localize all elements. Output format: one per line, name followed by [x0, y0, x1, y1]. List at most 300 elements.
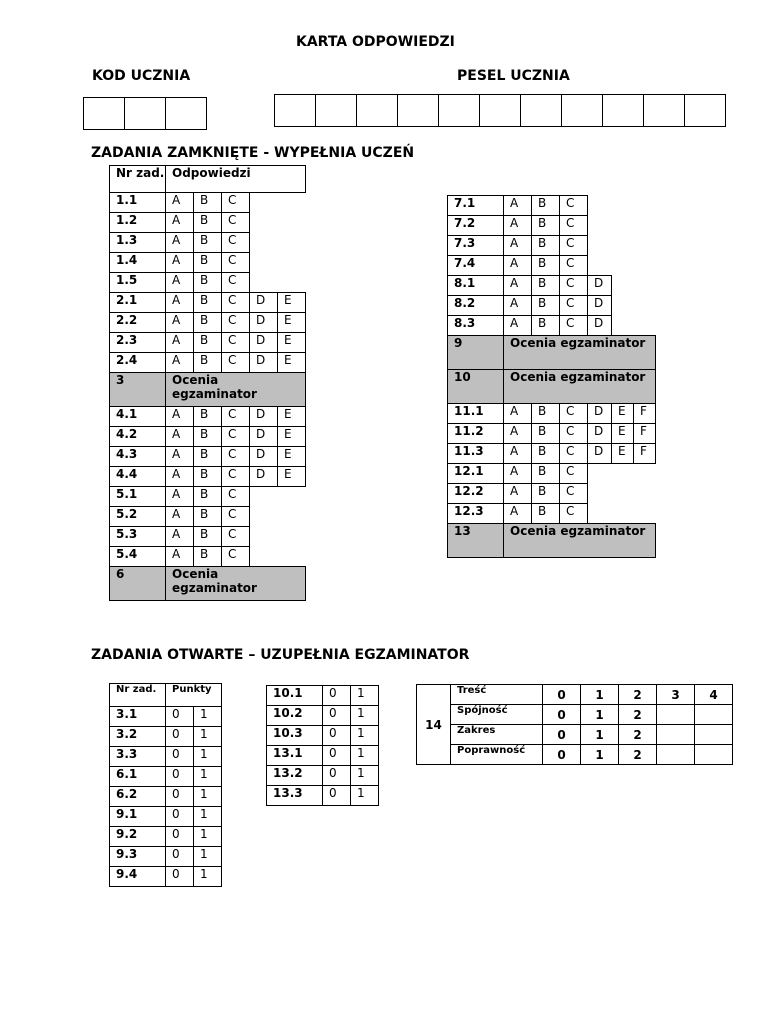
answer-option[interactable]: C	[222, 293, 250, 313]
answer-option[interactable]: A	[166, 467, 194, 487]
empty-cell	[657, 725, 695, 745]
points-row	[267, 746, 379, 766]
task-number: 9.4	[110, 867, 166, 887]
examiner-note: Ocenia egzaminator	[504, 524, 656, 558]
answer-option[interactable]: B	[532, 316, 560, 336]
points-table	[266, 685, 379, 806]
answer-option[interactable]: C	[222, 527, 250, 547]
answer-table	[109, 165, 306, 601]
empty-cell	[250, 547, 306, 567]
answer-row	[110, 273, 306, 293]
pesel-boxes[interactable]	[275, 94, 726, 127]
empty-cell	[250, 487, 306, 507]
examiner-row	[448, 524, 656, 558]
pesel-box[interactable]	[561, 94, 603, 127]
examiner-row	[110, 373, 306, 407]
answer-option[interactable]: B	[194, 547, 222, 567]
answer-option[interactable]: B	[194, 407, 222, 427]
kod-label: KOD UCZNIA	[92, 68, 191, 84]
answer-row	[110, 427, 306, 447]
answer-option[interactable]: A	[166, 293, 194, 313]
task-number: 10.1	[267, 686, 323, 706]
examiner-note: Ocenia egzaminator	[504, 370, 656, 404]
score-option[interactable]: 1	[581, 705, 619, 725]
task-number: 12.1	[448, 464, 504, 484]
score-option[interactable]: 1	[351, 686, 379, 706]
pesel-box[interactable]	[684, 94, 726, 127]
answer-option[interactable]: C	[560, 256, 588, 276]
answer-option[interactable]: C	[560, 216, 588, 236]
answer-option[interactable]: D	[250, 467, 278, 487]
answer-row	[448, 484, 656, 504]
task-number: 3.3	[110, 747, 166, 767]
task-number: 1.4	[110, 253, 166, 273]
score-option[interactable]: 0	[166, 767, 194, 787]
answer-option[interactable]: E	[278, 467, 306, 487]
empty-cell	[695, 705, 733, 725]
answer-option[interactable]: B	[532, 276, 560, 296]
answer-option[interactable]: E	[278, 407, 306, 427]
answer-option[interactable]: E	[278, 447, 306, 467]
pesel-box[interactable]	[356, 94, 398, 127]
points-row	[110, 807, 222, 827]
answer-option[interactable]: C	[560, 236, 588, 256]
empty-cell	[695, 725, 733, 745]
answer-option[interactable]: A	[504, 444, 532, 464]
header-nr: Nr zad.	[110, 166, 166, 193]
pesel-box[interactable]	[274, 94, 316, 127]
task-number: 11.3	[448, 444, 504, 464]
points-row	[267, 766, 379, 786]
answer-option[interactable]: E	[278, 293, 306, 313]
answer-row	[448, 444, 656, 464]
score-option[interactable]: 0	[166, 867, 194, 887]
criterion-row	[417, 725, 733, 745]
answer-option[interactable]: C	[222, 427, 250, 447]
score-option[interactable]: 0	[166, 707, 194, 727]
answer-option[interactable]: E	[612, 424, 634, 444]
answer-table	[447, 195, 656, 558]
answer-option[interactable]: A	[504, 424, 532, 444]
examiner-row	[448, 336, 656, 370]
score-option[interactable]: 0	[166, 807, 194, 827]
answer-row	[110, 293, 306, 313]
answer-option[interactable]: A	[504, 296, 532, 316]
task-number: 7.2	[448, 216, 504, 236]
answer-option[interactable]: A	[166, 527, 194, 547]
score-option[interactable]: 1	[351, 746, 379, 766]
answer-option[interactable]: B	[194, 193, 222, 213]
answer-option[interactable]: E	[278, 427, 306, 447]
task-number: 1.1	[110, 193, 166, 213]
answer-row	[448, 504, 656, 524]
answer-option[interactable]: B	[194, 507, 222, 527]
answer-option[interactable]: C	[222, 253, 250, 273]
answer-option[interactable]: A	[166, 447, 194, 467]
criterion-label: Treść	[451, 685, 543, 705]
answer-option[interactable]: D	[250, 427, 278, 447]
answer-row	[110, 313, 306, 333]
task-number: 1.5	[110, 273, 166, 293]
answer-option[interactable]: A	[166, 487, 194, 507]
points-row	[110, 787, 222, 807]
answer-option[interactable]: A	[504, 464, 532, 484]
table-header	[110, 684, 222, 707]
score-option[interactable]: 1	[351, 726, 379, 746]
score-option[interactable]: 1	[194, 747, 222, 767]
answer-option[interactable]: E	[278, 313, 306, 333]
answer-option[interactable]: C	[222, 467, 250, 487]
answer-option[interactable]: A	[166, 313, 194, 333]
answer-option[interactable]: B	[194, 527, 222, 547]
answer-option[interactable]: A	[504, 316, 532, 336]
score-option[interactable]: 3	[657, 685, 695, 705]
answer-option[interactable]: B	[194, 213, 222, 233]
score-option[interactable]: 2	[619, 685, 657, 705]
points-row	[110, 727, 222, 747]
empty-cell	[588, 196, 656, 216]
answer-option[interactable]: D	[250, 293, 278, 313]
answer-option[interactable]: B	[194, 427, 222, 447]
answer-option[interactable]: B	[532, 256, 560, 276]
points-table	[109, 683, 222, 887]
answer-option[interactable]: D	[250, 447, 278, 467]
task-number: 13	[448, 524, 504, 558]
answer-option[interactable]: E	[278, 333, 306, 353]
pesel-label: PESEL UCZNIA	[457, 68, 570, 84]
answer-option[interactable]: B	[194, 467, 222, 487]
answer-option[interactable]: C	[560, 196, 588, 216]
pesel-box[interactable]	[602, 94, 644, 127]
task-number: 1.3	[110, 233, 166, 253]
answer-option[interactable]: B	[194, 293, 222, 313]
task-number: 3.1	[110, 707, 166, 727]
table-header	[110, 166, 306, 193]
task-number: 2.4	[110, 353, 166, 373]
task-number: 2.3	[110, 333, 166, 353]
empty-cell	[612, 296, 656, 316]
task-number: 14	[417, 685, 451, 765]
score-option[interactable]: 0	[323, 726, 351, 746]
pesel-box[interactable]	[643, 94, 685, 127]
task-number: 9	[448, 336, 504, 370]
score-option[interactable]: 1	[194, 847, 222, 867]
answer-option[interactable]: A	[166, 333, 194, 353]
points-row	[267, 706, 379, 726]
score-option[interactable]: 2	[619, 705, 657, 725]
examiner-note: Ocenia egzaminator	[504, 336, 656, 370]
empty-cell	[588, 484, 656, 504]
answer-option[interactable]: C	[222, 213, 250, 233]
empty-cell	[588, 256, 656, 276]
answer-option[interactable]: C	[222, 193, 250, 213]
points-row	[110, 707, 222, 727]
task-number: 3	[110, 373, 166, 407]
answer-option[interactable]: C	[560, 484, 588, 504]
task-number: 6	[110, 567, 166, 601]
answer-option[interactable]: B	[532, 296, 560, 316]
empty-cell	[612, 316, 656, 336]
pesel-box[interactable]	[520, 94, 562, 127]
answer-option[interactable]: D	[588, 276, 612, 296]
answer-option[interactable]: C	[222, 353, 250, 373]
task-number: 9.2	[110, 827, 166, 847]
score-option[interactable]: 1	[194, 707, 222, 727]
empty-cell	[657, 705, 695, 725]
answer-option[interactable]: E	[278, 353, 306, 373]
answer-option[interactable]: D	[250, 353, 278, 373]
empty-cell	[588, 236, 656, 256]
score-option[interactable]: 0	[323, 786, 351, 806]
task-number: 3.2	[110, 727, 166, 747]
kod-box[interactable]	[165, 97, 207, 130]
score-option[interactable]: 1	[194, 827, 222, 847]
task-number: 2.1	[110, 293, 166, 313]
answer-option[interactable]: F	[634, 424, 656, 444]
empty-cell	[612, 276, 656, 296]
empty-cell	[250, 253, 306, 273]
answer-option[interactable]: E	[612, 444, 634, 464]
answer-option[interactable]: A	[504, 276, 532, 296]
answer-row	[110, 407, 306, 427]
answer-option[interactable]: C	[222, 273, 250, 293]
pesel-box[interactable]	[397, 94, 439, 127]
answer-option[interactable]: B	[194, 253, 222, 273]
kod-boxes[interactable]	[84, 97, 207, 130]
answer-option[interactable]: A	[504, 504, 532, 524]
answer-option[interactable]: A	[504, 216, 532, 236]
pesel-box[interactable]	[479, 94, 521, 127]
answer-option[interactable]: C	[222, 507, 250, 527]
answer-row	[110, 193, 306, 213]
answer-option[interactable]: C	[560, 296, 588, 316]
answer-option[interactable]: A	[166, 233, 194, 253]
answer-option[interactable]: B	[532, 504, 560, 524]
answer-option[interactable]: D	[588, 296, 612, 316]
answer-option[interactable]: B	[532, 444, 560, 464]
answer-option[interactable]: A	[166, 193, 194, 213]
answer-option[interactable]: A	[166, 547, 194, 567]
points-row	[110, 867, 222, 887]
task-number: 7.4	[448, 256, 504, 276]
task-number: 10	[448, 370, 504, 404]
answer-option[interactable]: D	[588, 424, 612, 444]
task-number: 8.2	[448, 296, 504, 316]
task-number: 4.1	[110, 407, 166, 427]
answer-option[interactable]: A	[166, 507, 194, 527]
score-option[interactable]: 0	[543, 705, 581, 725]
task-number: 2.2	[110, 313, 166, 333]
answer-option[interactable]: D	[588, 316, 612, 336]
answer-option[interactable]: A	[166, 427, 194, 447]
answer-option[interactable]: C	[560, 276, 588, 296]
task-number: 13.1	[267, 746, 323, 766]
answer-option[interactable]: A	[504, 256, 532, 276]
answer-option[interactable]: B	[194, 447, 222, 467]
answer-option[interactable]: A	[166, 273, 194, 293]
answer-option[interactable]: A	[504, 196, 532, 216]
answer-option[interactable]: B	[194, 487, 222, 507]
answer-option[interactable]: A	[166, 253, 194, 273]
answer-option[interactable]: A	[166, 213, 194, 233]
answer-option[interactable]: F	[634, 404, 656, 424]
answer-row	[110, 353, 306, 373]
answer-option[interactable]: C	[222, 487, 250, 507]
points-row	[110, 747, 222, 767]
task-number: 11.1	[448, 404, 504, 424]
answer-row	[448, 216, 656, 236]
score-option[interactable]: 0	[166, 847, 194, 867]
task-number: 7.3	[448, 236, 504, 256]
task-number: 8.1	[448, 276, 504, 296]
answer-option[interactable]: C	[222, 407, 250, 427]
task-number: 4.4	[110, 467, 166, 487]
task-number: 13.2	[267, 766, 323, 786]
answer-row	[448, 296, 656, 316]
task14-table	[416, 684, 733, 765]
criterion-row	[417, 745, 733, 765]
answer-row	[448, 404, 656, 424]
score-option[interactable]: 0	[166, 747, 194, 767]
score-option[interactable]: 0	[323, 706, 351, 726]
answer-option[interactable]: C	[560, 424, 588, 444]
answer-option[interactable]: B	[532, 404, 560, 424]
answer-option[interactable]: A	[504, 484, 532, 504]
points-row	[110, 767, 222, 787]
score-option[interactable]: 1	[351, 786, 379, 806]
answer-option[interactable]: A	[166, 353, 194, 373]
answer-option[interactable]: C	[222, 313, 250, 333]
answer-option[interactable]: A	[504, 404, 532, 424]
answer-option[interactable]: D	[250, 407, 278, 427]
empty-cell	[588, 216, 656, 236]
score-option[interactable]: 1	[581, 745, 619, 765]
answer-option[interactable]: B	[532, 236, 560, 256]
criterion-label: Poprawność	[451, 745, 543, 765]
kod-box[interactable]	[83, 97, 125, 130]
answer-option[interactable]: D	[588, 404, 612, 424]
answer-option[interactable]: C	[222, 333, 250, 353]
answer-option[interactable]: C	[560, 444, 588, 464]
answer-option[interactable]: E	[612, 404, 634, 424]
answer-row	[110, 487, 306, 507]
score-option[interactable]: 4	[695, 685, 733, 705]
header-nr: Nr zad.	[110, 684, 166, 707]
score-option[interactable]: 2	[619, 745, 657, 765]
score-option[interactable]: 0	[543, 725, 581, 745]
score-option[interactable]: 0	[323, 686, 351, 706]
score-option[interactable]: 0	[543, 745, 581, 765]
answer-option[interactable]: B	[532, 216, 560, 236]
answer-option[interactable]: C	[560, 316, 588, 336]
task-number: 11.2	[448, 424, 504, 444]
score-option[interactable]: 1	[194, 867, 222, 887]
answer-row	[448, 276, 656, 296]
answer-option[interactable]: B	[194, 233, 222, 253]
answer-option[interactable]: A	[166, 407, 194, 427]
examiner-row	[110, 567, 306, 601]
answer-option[interactable]: D	[588, 444, 612, 464]
score-option[interactable]: 2	[619, 725, 657, 745]
points-row	[110, 847, 222, 867]
answer-option[interactable]: C	[222, 447, 250, 467]
task-number: 10.2	[267, 706, 323, 726]
examiner-note: Ocenia egzaminator	[166, 373, 306, 407]
task-number: 5.3	[110, 527, 166, 547]
score-option[interactable]: 0	[166, 827, 194, 847]
pesel-box[interactable]	[315, 94, 357, 127]
answer-option[interactable]: C	[222, 233, 250, 253]
answer-option[interactable]: B	[532, 484, 560, 504]
answer-row	[110, 253, 306, 273]
answer-option[interactable]: B	[532, 464, 560, 484]
answer-option[interactable]: B	[194, 273, 222, 293]
criterion-row	[417, 685, 733, 705]
task-number: 9.3	[110, 847, 166, 867]
answer-option[interactable]: D	[250, 333, 278, 353]
answer-row	[110, 233, 306, 253]
answer-option[interactable]: D	[250, 313, 278, 333]
answer-option[interactable]: C	[560, 504, 588, 524]
criterion-label: Spójność	[451, 705, 543, 725]
examiner-note: Ocenia egzaminator	[166, 567, 306, 601]
answer-option[interactable]: C	[560, 464, 588, 484]
score-option[interactable]: 1	[581, 685, 619, 705]
page-title: KARTA ODPOWIEDZI	[296, 34, 455, 50]
score-option[interactable]: 1	[194, 767, 222, 787]
score-option[interactable]: 0	[166, 727, 194, 747]
task-number: 6.2	[110, 787, 166, 807]
empty-cell	[588, 464, 656, 484]
answer-row	[110, 467, 306, 487]
kod-box[interactable]	[124, 97, 166, 130]
answer-option[interactable]: B	[532, 424, 560, 444]
answer-row	[110, 527, 306, 547]
score-option[interactable]: 1	[194, 787, 222, 807]
score-option[interactable]: 0	[166, 787, 194, 807]
score-option[interactable]: 0	[323, 746, 351, 766]
answer-option[interactable]: F	[634, 444, 656, 464]
score-option[interactable]: 1	[581, 725, 619, 745]
score-option[interactable]: 0	[543, 685, 581, 705]
task-number: 5.4	[110, 547, 166, 567]
answer-option[interactable]: C	[560, 404, 588, 424]
answer-option[interactable]: B	[194, 333, 222, 353]
answer-option[interactable]: B	[532, 196, 560, 216]
task-number: 5.1	[110, 487, 166, 507]
score-option[interactable]: 1	[351, 706, 379, 726]
score-option[interactable]: 1	[194, 727, 222, 747]
answer-option[interactable]: A	[504, 236, 532, 256]
answer-option[interactable]: B	[194, 313, 222, 333]
score-option[interactable]: 1	[351, 766, 379, 786]
task-number: 12.2	[448, 484, 504, 504]
answer-row	[448, 236, 656, 256]
pesel-box[interactable]	[438, 94, 480, 127]
score-option[interactable]: 0	[323, 766, 351, 786]
points-row	[110, 827, 222, 847]
points-row	[267, 686, 379, 706]
task-number: 7.1	[448, 196, 504, 216]
empty-cell	[250, 273, 306, 293]
score-option[interactable]: 1	[194, 807, 222, 827]
answer-option[interactable]: C	[222, 547, 250, 567]
empty-cell	[657, 745, 695, 765]
answer-option[interactable]: B	[194, 353, 222, 373]
points-row	[267, 726, 379, 746]
answer-row	[448, 464, 656, 484]
empty-cell	[250, 507, 306, 527]
